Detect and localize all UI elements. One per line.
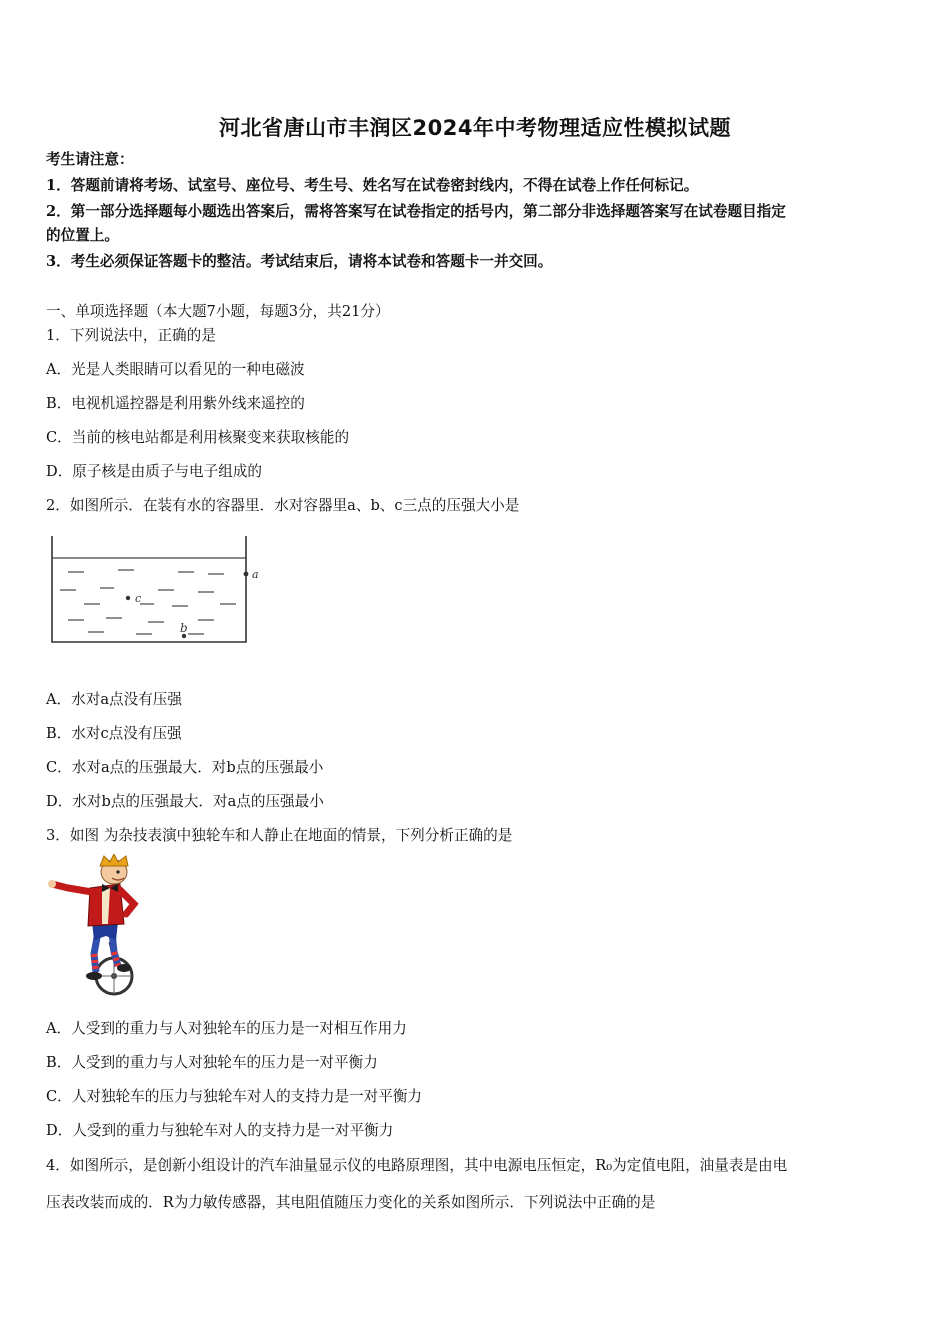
label-c: c — [135, 592, 142, 605]
q1-option-a: A．光是人类眼睛可以看见的一种电磁波 — [46, 361, 305, 378]
q1-option-d: D．原子核是由质子与电子组成的 — [46, 463, 263, 480]
q2-option-a: A．水对a点没有压强 — [46, 691, 182, 708]
unicyclist-figure — [48, 854, 152, 998]
point-a — [244, 572, 249, 577]
q1-option-c: C．当前的核电站都是利用核聚变来获取核能的 — [46, 429, 350, 446]
q2-stem: 2．如图所示．在装有水的容器里．水对容器里a、b、c三点的压强大小是 — [46, 497, 520, 514]
q1-stem: 1．下列说法中，正确的是 — [46, 327, 216, 344]
page-title: 河北省唐山市丰润区2024年中考物理适应性模拟试题 — [219, 116, 731, 140]
q1-option-b: B．电视机遥控器是利用紫外线来遥控的 — [46, 395, 305, 412]
q3-stem: 3．如图 为杂技表演中独轮车和人静止在地面的情景，下列分析正确的是 — [46, 827, 513, 844]
label-b: b — [180, 621, 188, 635]
q4-stem-line1: 4．如图所示，是创新小组设计的汽车油量显示仪的电路原理图，其中电源电压恒定，R₀为定值电阻，油量表是由电 — [46, 1157, 788, 1174]
q2-option-d: D．水对b点的压强最大．对a点的压强最小 — [46, 793, 324, 810]
q4-stem-line2: 压表改装而成的．R为力敏传感器，其电阻值随压力变化的关系如图所示．下列说法中正确的是 — [46, 1194, 656, 1211]
notice-heading: 考生请注意： — [46, 151, 134, 168]
water-container-figure — [48, 532, 278, 648]
water-dashes — [60, 570, 236, 634]
q3-option-b: B．人受到的重力与人对独轮车的压力是一对平衡力 — [46, 1054, 378, 1071]
notice-item-2-cont: 的位置上。 — [46, 227, 119, 244]
q3-option-a: A．人受到的重力与人对独轮车的压力是一对相互作用力 — [46, 1020, 407, 1037]
q2-option-c: C．水对a点的压强最大．对b点的压强最小 — [46, 759, 324, 776]
q2-option-b: B．水对c点没有压强 — [46, 725, 182, 742]
notice-item-2: 2．第一部分选择题每小题选出答案后，需将答案写在试卷指定的括号内，第二部分非选择题答案写在试卷题目指定 — [46, 203, 786, 220]
notice-item-1: 1．答题前请将考场、试室号、座位号、考生号、姓名写在试卷密封线内，不得在试卷上作任何标记。 — [46, 177, 699, 194]
point-c — [126, 596, 130, 600]
label-a: a — [252, 568, 259, 581]
q3-option-d: D．人受到的重力与独轮车对人的支持力是一对平衡力 — [46, 1122, 394, 1139]
notice-item-3: 3．考生必须保证答题卡的整洁。考试结束后，请将本试卷和答题卡一并交回。 — [46, 253, 553, 270]
section-heading: 一、单项选择题（本大题7小题，每题3分，共21分） — [46, 303, 390, 320]
q3-option-c: C．人对独轮车的压力与独轮车对人的支持力是一对平衡力 — [46, 1088, 423, 1105]
container-outline — [52, 536, 246, 642]
